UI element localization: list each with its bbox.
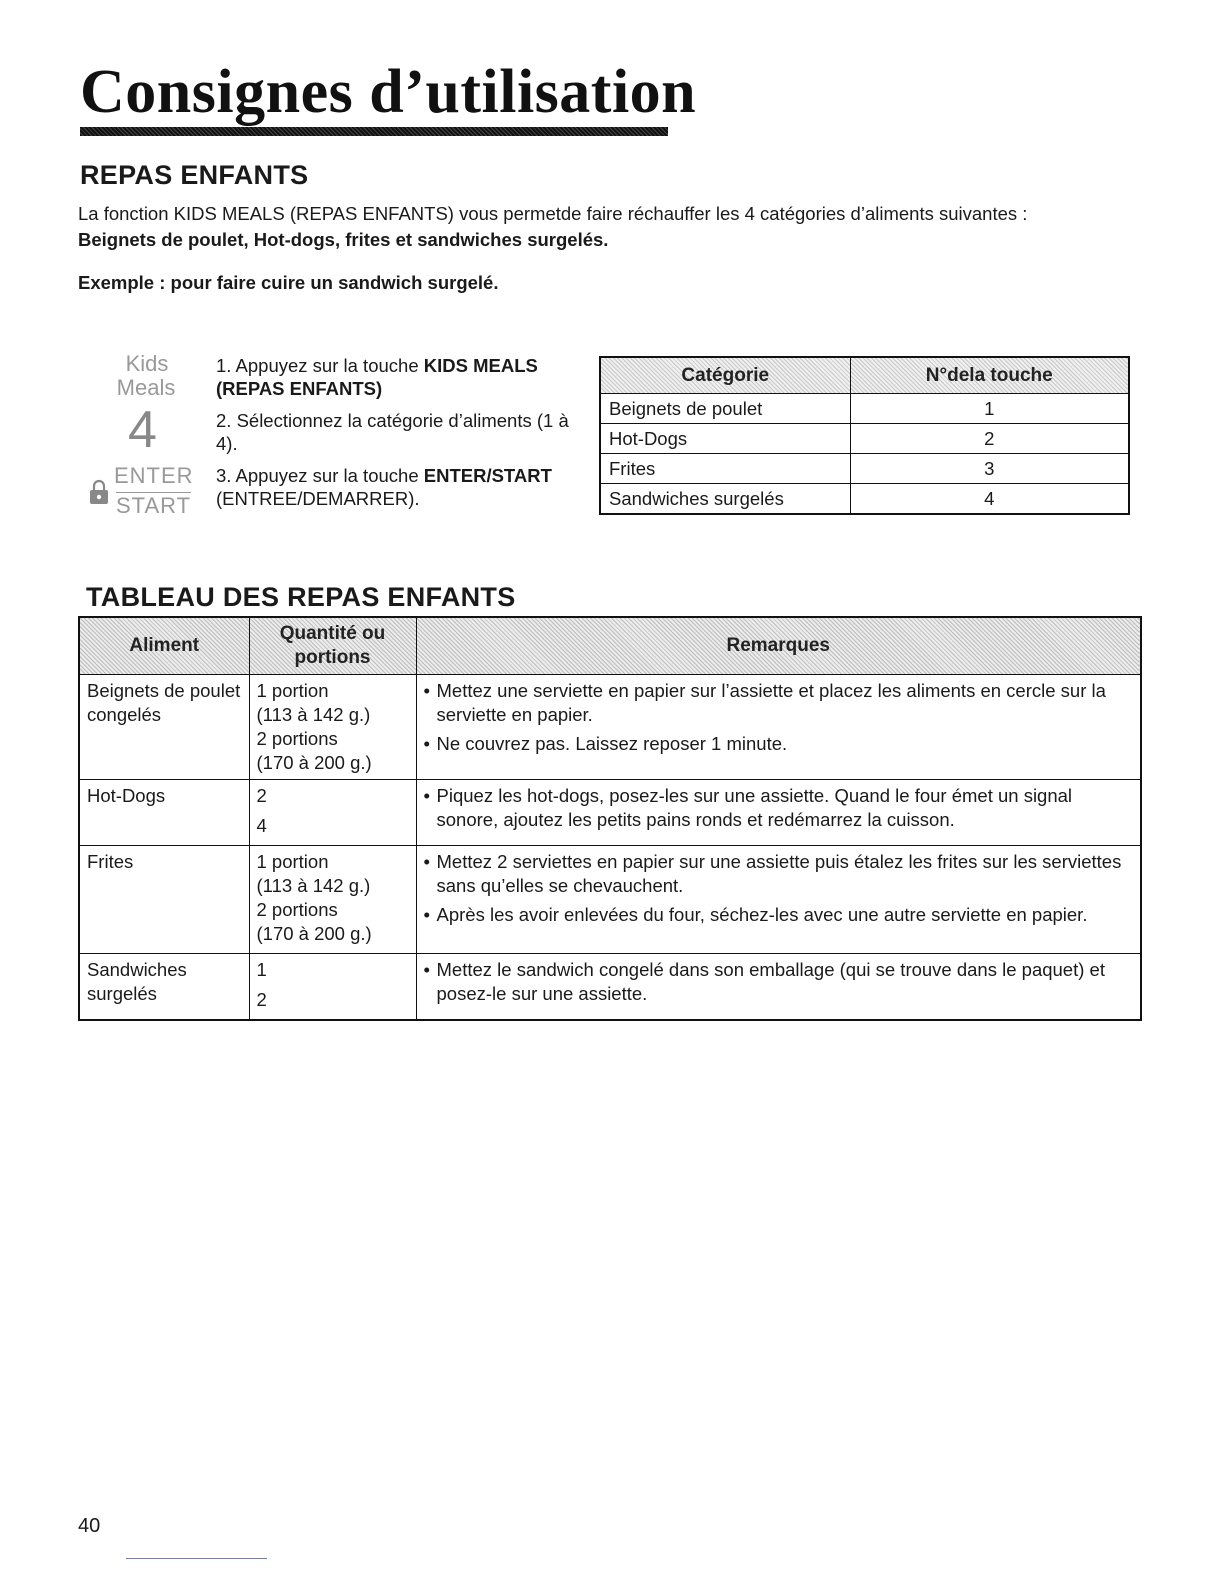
intro-text: La fonction KIDS MEALS (REPAS ENFANTS) vous permetde faire réchauffer les 4 catégories d’aliments suivantes : <box>78 203 1028 224</box>
title-rule <box>80 127 668 136</box>
quantite-line: (113 à 142 g.) <box>256 704 371 725</box>
meals-table <box>78 616 1142 1021</box>
remarque-item: • Mettez une serviette en papier sur l’assiette et placez les aliments en cercle sur la serviette en papier. <box>424 679 1134 727</box>
step-3 <box>216 464 584 510</box>
start-key-label: START <box>116 493 192 518</box>
category-cell: Frites <box>600 454 850 484</box>
remarques-cell <box>416 780 1141 846</box>
aliment-cell: Sandwiches surgelés <box>79 954 249 1020</box>
step-1-text: 1. Appuyez sur la touche <box>216 355 424 376</box>
remarques-cell <box>416 675 1141 780</box>
page-title: Consignes d’utilisation <box>80 58 697 126</box>
meals-key-label: Meals <box>116 375 176 400</box>
category-table-header <box>600 357 1129 394</box>
quantite-line: 2 <box>256 989 267 1010</box>
table-row <box>79 780 1141 846</box>
header-aliment: Aliment <box>79 617 249 675</box>
quantite-cell <box>249 954 416 1020</box>
lock-icon <box>88 479 110 505</box>
quantite-cell <box>249 780 416 846</box>
aliment-cell: Frites <box>79 846 249 954</box>
header-quantite: Quantité ou portions <box>249 617 416 675</box>
step-3-bold: ENTER/START <box>423 465 552 486</box>
quantite-line: 4 <box>256 815 267 836</box>
enter-key-label: ENTER <box>114 463 194 488</box>
table-row <box>79 954 1141 1020</box>
table-row <box>79 675 1141 780</box>
quantite-line: 2 portions <box>256 899 338 920</box>
quantite-line: (113 à 142 g.) <box>256 875 371 896</box>
category-cell: Sandwiches surgelés <box>600 484 850 515</box>
table-row <box>600 454 1129 484</box>
step-1 <box>216 354 584 400</box>
category-table <box>599 356 1130 515</box>
step-3-post: (ENTREE/DEMARRER). <box>216 488 420 509</box>
remarque-item: • Mettez 2 serviettes en papier sur une assiette puis étalez les frites sur les serviettes sans qu’elles se chevauchent. <box>424 850 1134 898</box>
table-row <box>600 424 1129 454</box>
step-2-text: 2. Sélectionnez la catégorie d’aliments (1 à 4). <box>216 410 569 454</box>
quantite-cell <box>249 846 416 954</box>
step-1-bold: KIDS MEALS (REPAS ENFANTS) <box>216 355 538 399</box>
quantite-line: 2 portions <box>256 728 338 749</box>
table-row <box>600 394 1129 424</box>
quantite-line: 1 portion <box>256 680 329 701</box>
remarque-item: • Ne couvrez pas. Laissez reposer 1 minute. <box>424 732 1134 756</box>
quantite-line: 1 <box>256 959 267 980</box>
intro-paragraph <box>78 201 1158 253</box>
key-cell: 1 <box>850 394 1129 424</box>
quantite-line: 2 <box>256 785 267 806</box>
header-categorie: Catégorie <box>600 357 850 394</box>
step-2 <box>216 409 584 455</box>
number-key-4: 4 <box>128 401 157 459</box>
category-cell: Hot-Dogs <box>600 424 850 454</box>
table-row <box>79 846 1141 954</box>
footer-rule <box>126 1558 267 1559</box>
quantite-line: (170 à 200 g.) <box>256 752 372 773</box>
remarque-item: • Mettez le sandwich congelé dans son emballage (qui se trouve dans le paquet) et posez-le sur une assiette. <box>424 958 1134 1006</box>
header-numero-touche: N°dela touche <box>850 357 1129 394</box>
kids-key-label: Kids <box>125 351 169 376</box>
table-row <box>600 484 1129 515</box>
remarques-cell <box>416 846 1141 954</box>
quantite-cell <box>249 675 416 780</box>
category-cell: Beignets de poulet <box>600 394 850 424</box>
intro-bold-text: Beignets de poulet, Hot-dogs, frites et sandwiches surgelés. <box>78 229 609 250</box>
aliment-cell: Beignets de poulet congelés <box>79 675 249 780</box>
meals-table-heading: TABLEAU DES REPAS ENFANTS <box>86 582 516 612</box>
remarque-item: • Après les avoir enlevées du four, séchez-les avec une autre serviette en papier. <box>424 903 1134 927</box>
header-remarques: Remarques <box>416 617 1141 675</box>
page-number: 40 <box>78 1515 101 1537</box>
step-3-text: 3. Appuyez sur la touche <box>216 465 424 486</box>
key-cell: 3 <box>850 454 1129 484</box>
quantite-line: 1 portion <box>256 851 329 872</box>
key-icons <box>86 352 206 527</box>
example-line: Exemple : pour faire cuire un sandwich surgelé. <box>78 272 499 293</box>
remarque-item: • Piquez les hot-dogs, posez-les sur une assiette. Quand le four émet un signal sonore, ajoutez les petits pains ronds et redémarrez la cuisson. <box>424 784 1134 832</box>
quantite-line: (170 à 200 g.) <box>256 923 372 944</box>
remarques-cell <box>416 954 1141 1020</box>
steps-list <box>216 354 584 519</box>
meals-table-header <box>79 617 1141 675</box>
aliment-cell: Hot-Dogs <box>79 780 249 846</box>
key-cell: 2 <box>850 424 1129 454</box>
key-cell: 4 <box>850 484 1129 515</box>
section-heading: REPAS ENFANTS <box>80 160 309 190</box>
